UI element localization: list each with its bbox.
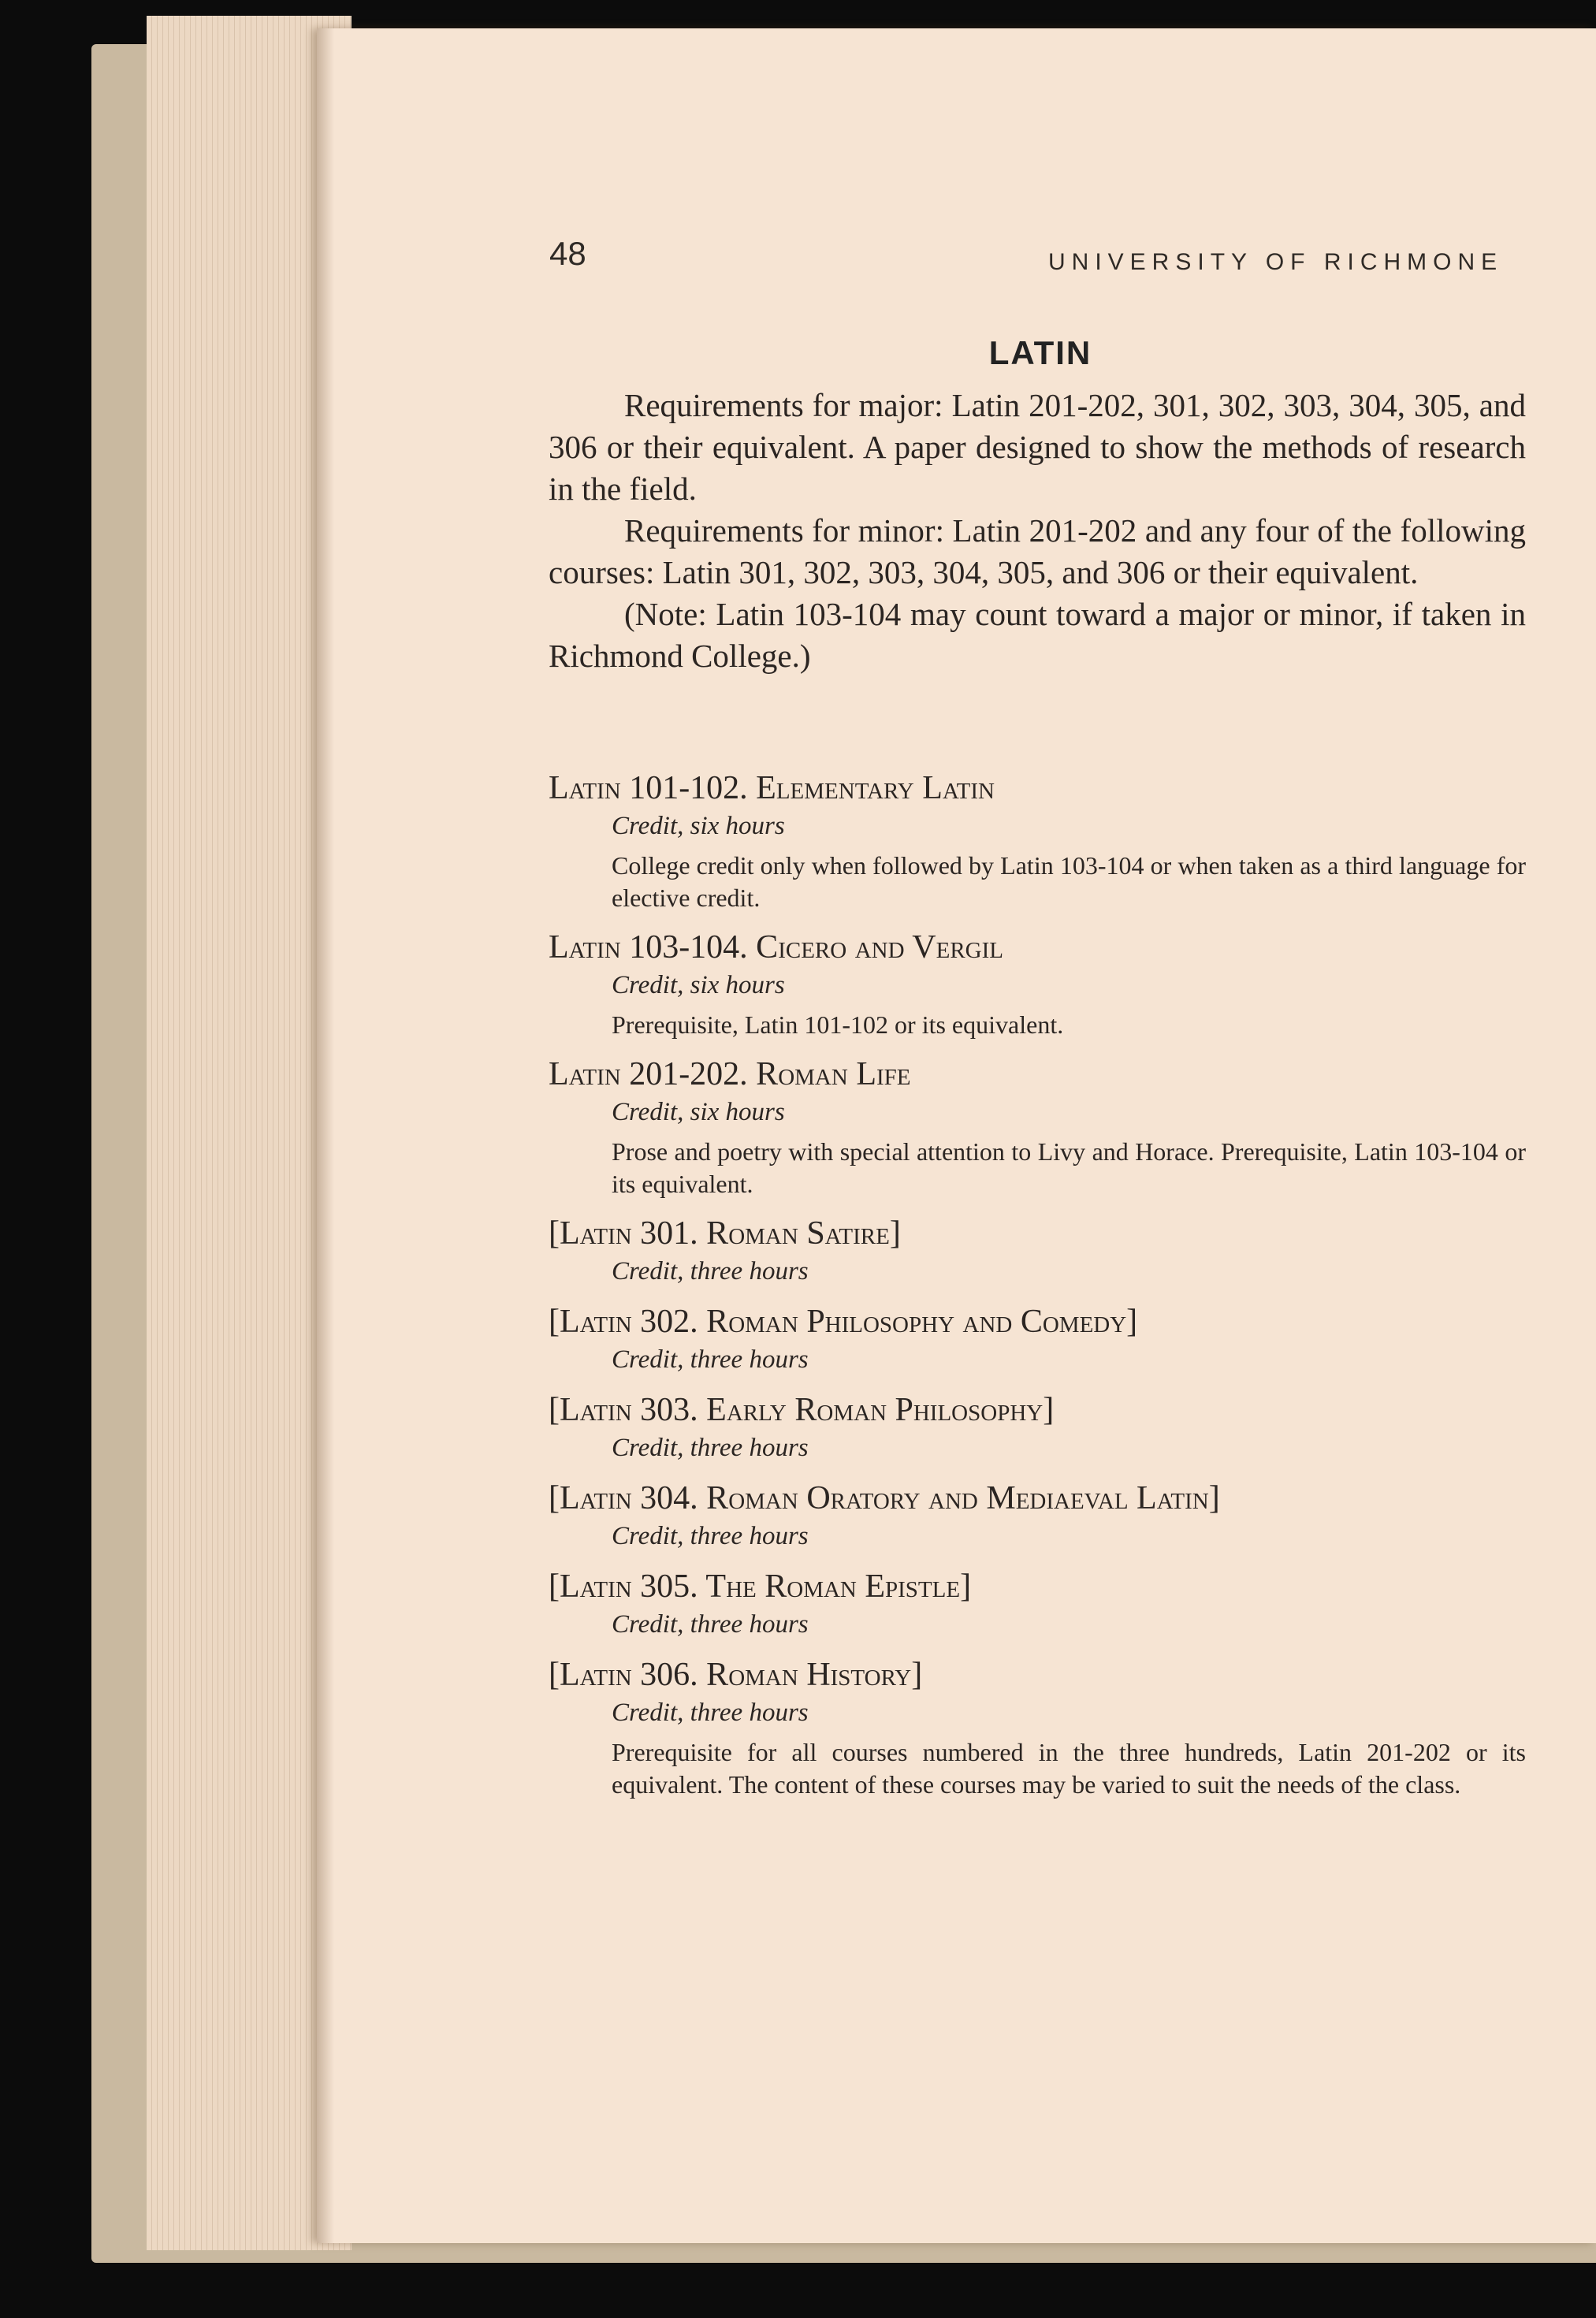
running-title: UNIVERSITY OF RICHMONE (1048, 249, 1504, 275)
course-credit: Credit, three hours (612, 1522, 809, 1550)
course-entry (549, 1054, 1526, 1200)
minor-requirements: Requirements for minor: Latin 201-202 and any four of the following courses: Latin 301, 302, 303, 304, 305, and 306 or their equivalent. (549, 512, 1526, 590)
course-entry (549, 1213, 1526, 1289)
course-credit: Credit, three hours (612, 1610, 809, 1639)
course-entry (549, 1390, 1526, 1465)
course-description: Prerequisite for all courses numbered in the three hundreds, Latin 201-202 or its equivalent. The content of these courses may be varied to suit the needs of the class. (612, 1738, 1526, 1799)
course-title: [Latin 306. Roman History] (549, 1657, 923, 1693)
course-credit: Credit, six hours (612, 1098, 785, 1126)
course-entry (549, 1301, 1526, 1377)
course-list (549, 768, 1526, 1814)
course-entry (549, 1478, 1526, 1553)
course-title: Latin 103-104. Cicero and Vergil (549, 929, 1003, 966)
page-gutter-shadow (317, 28, 334, 2243)
requirements-note: (Note: Latin 103-104 may count toward a major or minor, if taken in Richmond College.) (549, 596, 1526, 674)
major-requirements: Requirements for major: Latin 201-202, 301, 302, 303, 304, 305, and 306 or their equivalent. A paper designed to show the methods of research in the field. (549, 387, 1526, 507)
course-credit: Credit, three hours (612, 1345, 809, 1374)
course-title: [Latin 304. Roman Oratory and Mediaeval Latin] (549, 1480, 1220, 1516)
course-credit: Credit, three hours (612, 1257, 809, 1286)
course-title: [Latin 301. Roman Satire] (549, 1215, 901, 1252)
course-title: Latin 101-102. Elementary Latin (549, 770, 995, 806)
page-number: 48 (549, 235, 586, 272)
course-title: [Latin 302. Roman Philosophy and Comedy] (549, 1304, 1138, 1340)
course-description: College credit only when followed by Latin 103-104 or when taken as a third language for elective credit. (612, 851, 1526, 912)
course-entry (549, 927, 1526, 1041)
course-title: Latin 201-202. Roman Life (549, 1056, 911, 1092)
course-credit: Credit, three hours (612, 1434, 809, 1462)
section-title: LATIN (988, 334, 1092, 371)
course-entry (549, 768, 1526, 914)
course-description: Prerequisite, Latin 101-102 or its equivalent. (612, 1010, 1064, 1039)
course-credit: Credit, six hours (612, 971, 785, 999)
course-entry (549, 1654, 1526, 1801)
course-credit: Credit, six hours (612, 812, 785, 840)
course-description: Prose and poetry with special attention to Livy and Horace. Prerequisite, Latin 103-104 or its equivalent. (612, 1137, 1526, 1198)
course-entry (549, 1566, 1526, 1642)
course-title: [Latin 305. The Roman Epistle] (549, 1568, 972, 1605)
course-title: [Latin 303. Early Roman Philosophy] (549, 1392, 1055, 1428)
course-credit: Credit, three hours (612, 1699, 809, 1727)
requirements-text (549, 385, 1526, 677)
